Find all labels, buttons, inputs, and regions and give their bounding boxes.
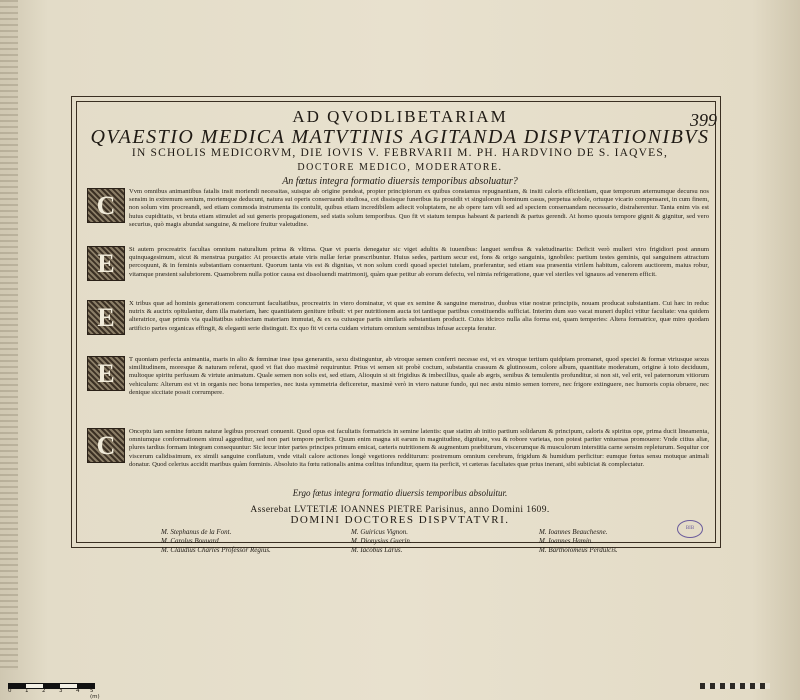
drop-cap: C [87,188,125,223]
doctor-name: M. Guiricus Vignon. [351,528,409,536]
doctor-name: M. Ioannes Beauchesne. [539,528,608,536]
doctor-name: M. Bartholomeus Perdulcis. [539,546,618,554]
ruler-unit: 5 (m) [90,688,100,700]
doctor-name: M. Ioannes Hamin. [539,537,594,545]
heading-line-4: DOCTORE MEDICO, MODERATORE. [297,162,503,173]
doctors-heading: DOMINI DOCTORES DISPVTATVRI. [290,514,510,526]
ruler-tick: 0 [8,688,12,694]
paragraph-4 [87,356,709,416]
drop-cap: E [87,300,125,335]
doctors-column-1 [161,528,341,555]
heading-line-1: AD QVODLIBETARIAM [292,107,508,126]
doctor-name: M. Claudius Charles Professor Regius. [161,546,271,554]
asserebat-line: Asserebat LVTETIÆ IOANNES PIETRE Parisinus, anno Domini 1609. [250,505,550,515]
doctor-name: M. Stephanus de la Font. [161,528,232,536]
paragraph-3 [87,300,709,350]
paragraph-5 [87,428,709,486]
doctors-column-2 [351,528,531,555]
doctor-name: M. Carolus Bouuard. [161,537,221,545]
color-scale-strip [700,683,770,689]
paragraph-1 [87,188,709,246]
ruler-tick: 2 [42,688,46,694]
paragraph-text: St autem procreatrix facultas omnium naturalium prima & vltima. Quæ vt pueris denegatur sic viget adultis & iuuenibus: languet senibus & valetudinariis: Deficit verò mulieri viro frigidiori post annum quinquagesimum, sicut & menstrua purgatio: At prouectis ætate viris nullæ feriæ præscribuntur. Huius sedes, partium secur est, fons & origo sanguinis, ignobiles: partium testes geminis, qui sanguinem attractum percoquunt, & in feminis substantiam conuertunt. Quorum tanta vis est & dignitas, vt non solum cordi quoad speciei tutelam, præferantur, sed etiam sua præsentia virilem habitum, calorem auctiorem, maius robur, vitamque præstent salubriorem. Quamobrem nulla potior causa est dissoluendi matrimonij, quàm quæ petitur ab eorum defectu, vel nimia refrigeratione, quæ vel steriles vel ignauos ad venerem efficit. [129,246,709,278]
scale-ruler [8,683,100,700]
paragraph-text: Onceptu iam semine fœtum naturæ legibus procreari conuenit. Quod opus est facultatis formatricis in semine latentis: quæ statim ab initio partium solidarum & principum, caloris & spiritus ope, prima ducit lineamenta, omniumque conformationem simul aggreditur, sed non pari tempore perficit. Quum enim magna sit earum in magnitudine, dignitate, vsu & robore varietas, non potest pariter vniuersas promouere: Vnde citius aliæ, plures tardius formam integram consequuntur: Sic iecur inter partes principes primum emicat, cæteris nutritionem & augmentum præbiturum, viscerumque & musculorum interstitia carne sensim repleturum. Sequitur cor viscerum calidissimum, ex simili sanguine conflatum, vnde vitali calore actiones longè vegetiores redditurum: postremum omnium cerebrum, frigidum & humidum perficitur: eumque fœtus sensu motuque animali donatur. Quod celerius accidit maribus quàm fœminis. Absoluto ita fœtu rationalis anima cœlitus infunditur, quem ita perficit, vt cæteras facultates quæ prius inerant, sibi subiiciat & complectatur. [129,428,709,468]
heading-line-3: IN SCHOLIS MEDICORVM, DIE IOVIS V. FEBRVARII M. PH. HARDVINO DE S. IAQVES, [131,147,669,159]
thesis-question: An fœtus integra formatio diuersis temporibus absoluatur? [282,176,518,187]
ruler-tick: 1 [25,688,29,694]
doctor-name: M. Dionysius Guerin. [351,537,412,545]
conclusion: Ergo fœtus integra formatio diuersis temporibus absoluitur. [292,488,508,498]
heading-line-2: QVAESTIO MEDICA MATVTINIS AGITANDA DISPVTATIONIBVS [90,126,710,148]
ruler-bar [8,683,95,689]
library-stamp: BIB [677,520,703,538]
drop-cap: E [87,246,125,281]
drop-cap: C [87,428,125,463]
paragraph-text: Vvm omnibus animantibus fatalis insit moriendi necessitas, suisque ab origine pendeat, propter principiorum ex quibus constamus repugnantiam, & insiti caloris efficientiam, quæ temporum æternumque decursu nos sensim in extremum senium, mortemque deducunt, natura sui operis conseruandi studiosa, cot dissisque funeribus ita prouidit vt singulorum hominum casus, perpetua sobole, ortuque vicario compensaret, in cum finem, non solum vim procreandi, sed etiam commoda instrumenta iis contulit, quibus etiam incredibilem adiecit voluptatem, ne ab opere tam vili sed ad speciem conseruandam necessario, distraherentur. Tanta enim vis est huius cupiditatis, vt bruta etiam stimulet ad sui generis propagationem, sed statis solum temporibus. Quo fit vt statum tempus habeant & pariendi & partus gerendi. At homo quouis tempore gignit & gignitur, sed vero securius, quò magis abundat sanguine, & meliore fruitur valetudine. [129,188,709,228]
paragraph-text: T quoniam perfecta animantia, maris in alio & fœminæ inse ipsa generantis, sexu distinguntur, ab vtroque semen conferri necesse est, vt ex vtroque tertium quidpiam promanet, quod speciei & formæ vtriusque sexus similitudinem, moresque & naturam referat, quod vt fiat duo maximè requiruntur. Prius vt semen sit probè coctum, substantia crassum & glutinosum, colore album, quantitate moderatum, origine à toto deciduum, multoque spiritu perfusum & virtute animatum. Quale semen non solis est, sed etiam, Alioquin si sit frigidius & imbecillius, quale ab ægris, senibus & temulentis profunditur, si non sit, vel erit, vel paternorum vitiorum vehiculum: Alterum est vt in organis nec bona temperies, nec iusta symmetria deficeretur, maximè verò in vtero naturæ fundo, qui nec æstu nimio semen torrere, nec frigore extinguere, nec humoris copia obruere, nec denique siccitate possit corrumpere. [129,356,709,396]
doctor-name: M. Iacobus Larus. [351,546,403,554]
ruler-tick: 3 [59,688,63,694]
ruler-tick: 4 [76,688,80,694]
paragraph-2 [87,246,709,296]
paragraph-text: X tribus quæ ad hominis generationem concurrunt facultatibus, procreatrix in vtero dominatur, vt quæ ex semine & sanguine menstruo, duobus vitæ nostræ principiis, nouam producat substantiam. Cui hæc in reduc nutrix & auctrix opitulantur, dum illa materiam, hæc quantitatem geniture tribuit: vt per nutritionem aucta tot tantisque partibus constituendis sufficiat. Interim dum suo vacat muneri duplici vtitur facultate: vna quidem alteratrice, quæ primis via qualitatibus subiectam materiam immutat, & ex ea cuiusque partis similaris substantiam producit. Cuius idcirco nulla alia forma est, quam temperies: Altera formatrice, quæ miro quodam artificio partes organicas effingit, & eleganti serie distinguit. Ex quo fit vt certa cuidam virtutum omnium seminibus infusæ accepta feratur. [129,300,709,332]
drop-cap: E [87,356,125,391]
binding-edge [0,0,18,670]
page-number: 399 [690,110,717,130]
